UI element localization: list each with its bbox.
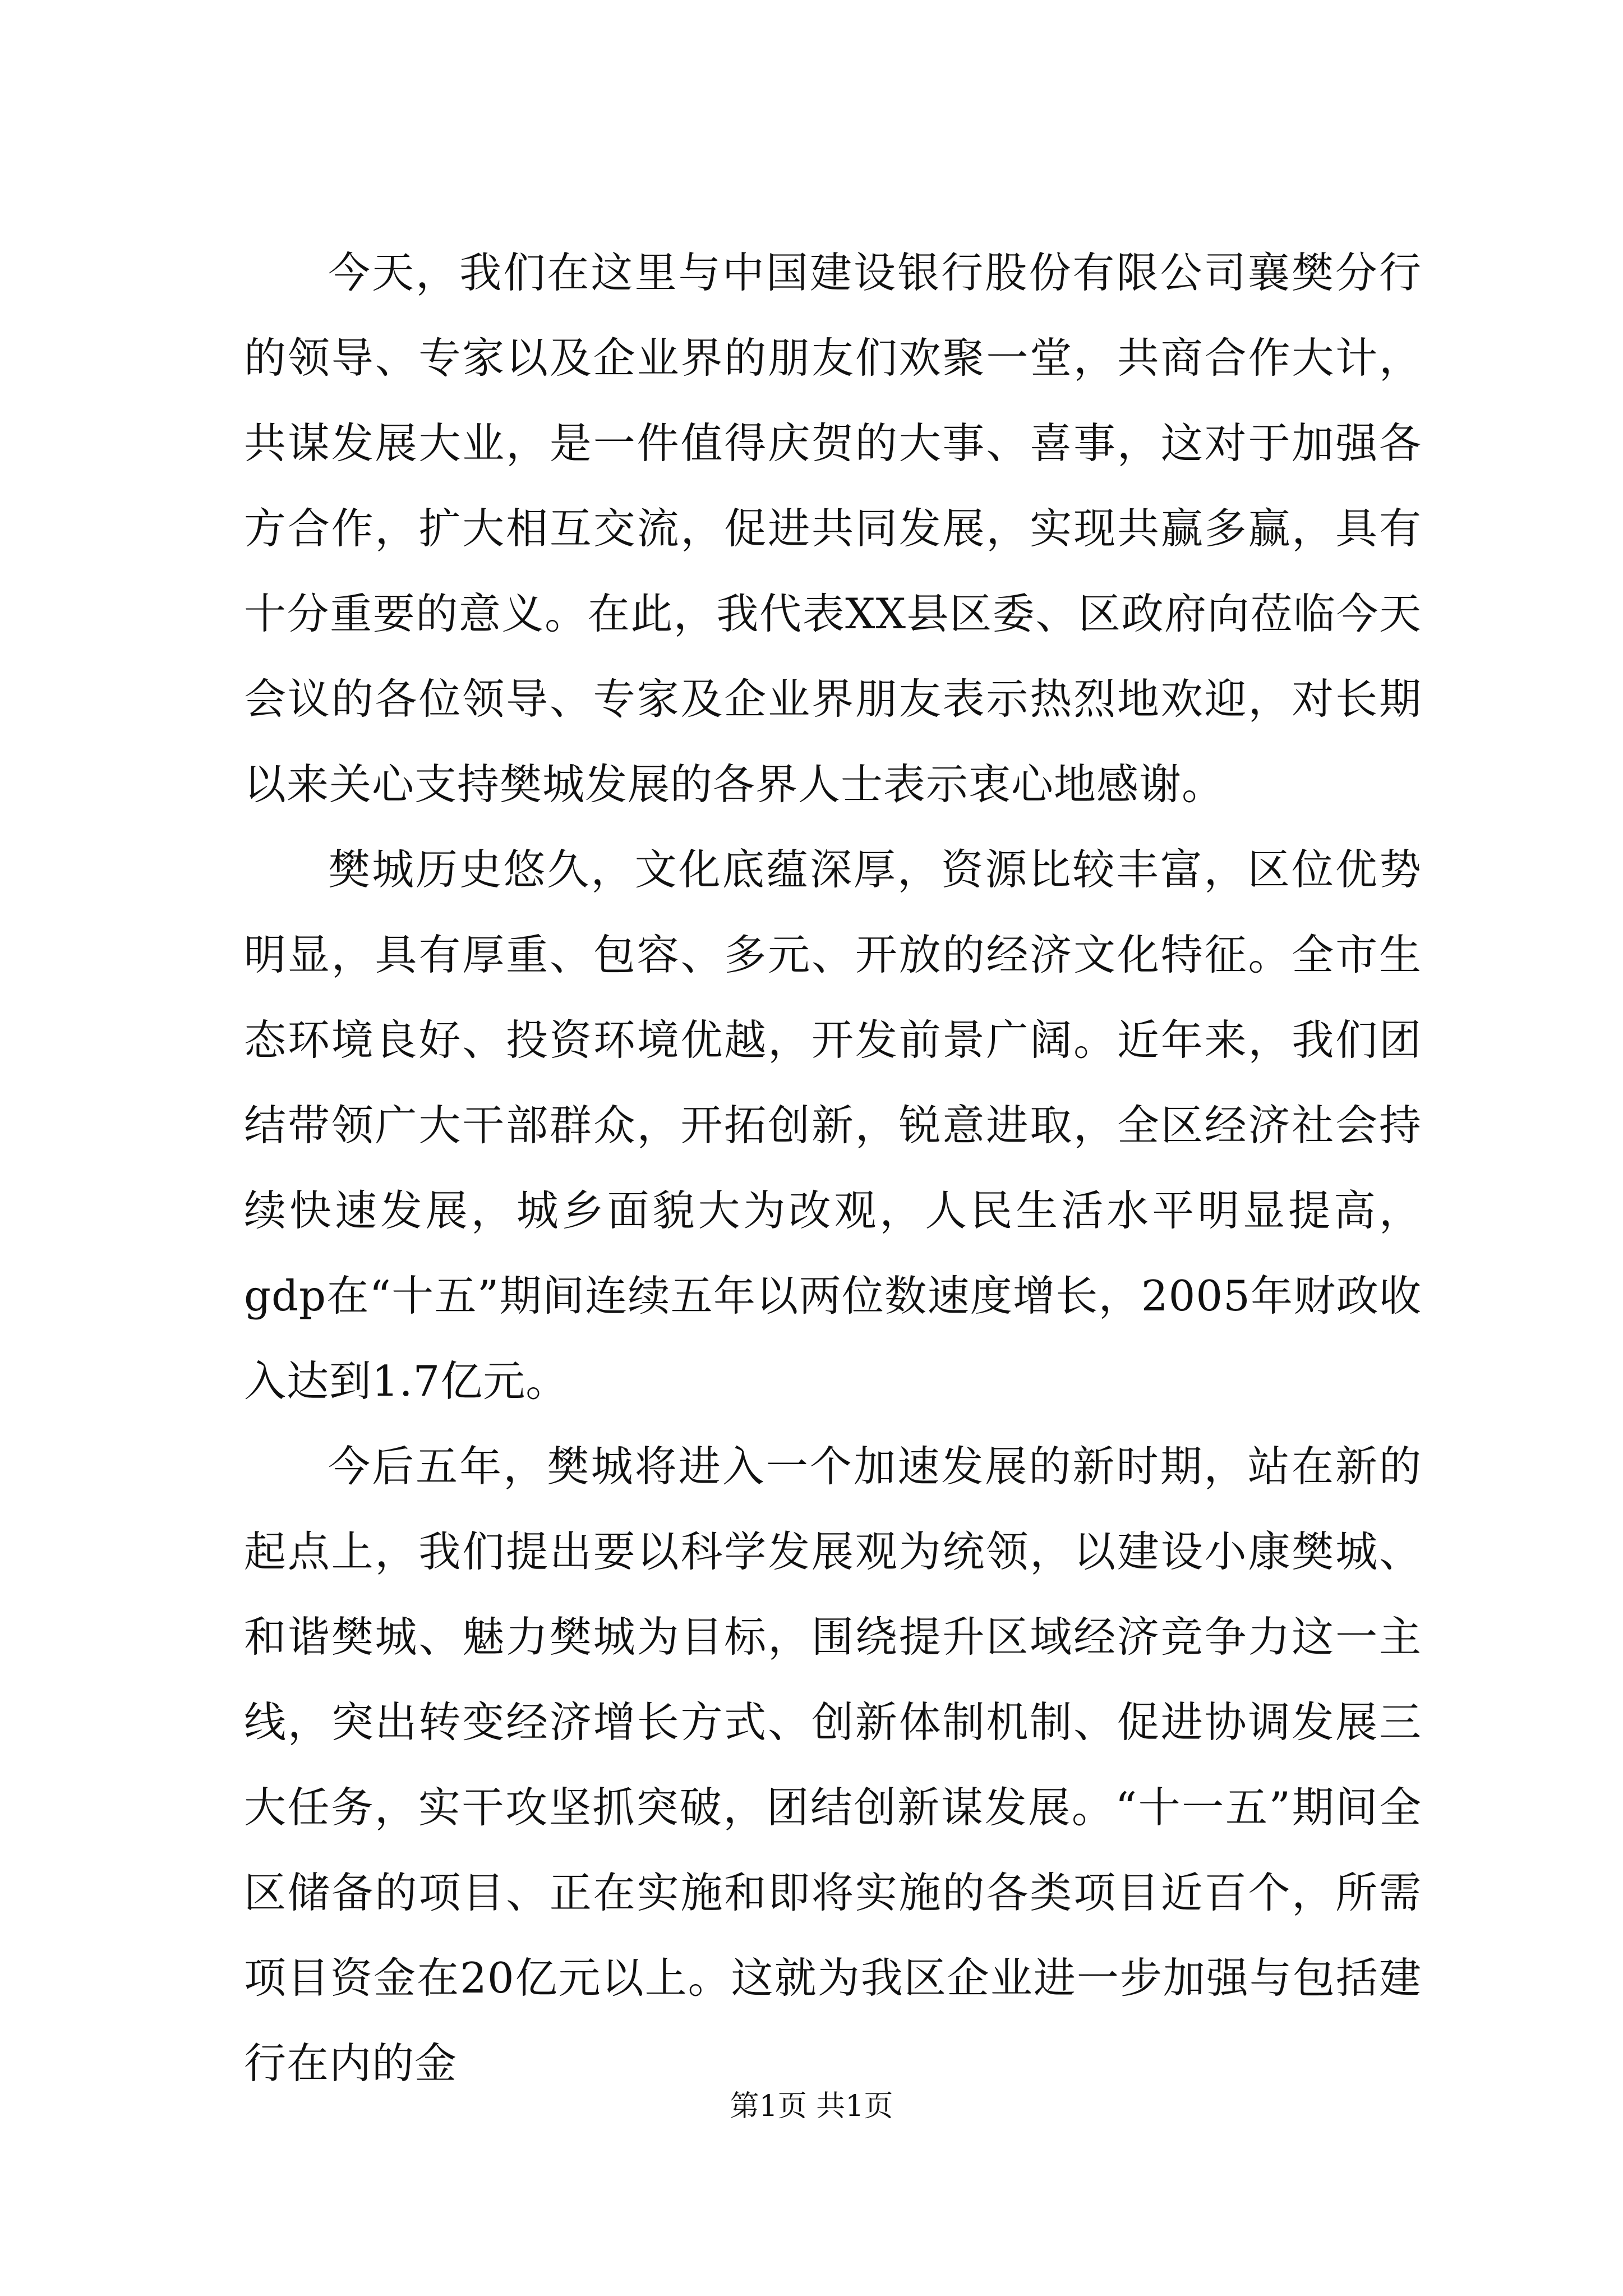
document-body	[244, 230, 1422, 2106]
page-footer: 第1页 共1页	[730, 2090, 893, 2123]
paragraph-1: 今天，我们在这里与中国建设银行股份有限公司襄樊分行的领导、专家以及企业界的朋友们欢聚一堂，共商合作大计，共谋发展大业，是一件值得庆贺的大事、喜事，这对于加强各方合作，扩大相互交流，促进共同发展，实现共赢多赢，具有十分重要的意义。在此，我代表XX县区委、区政府向莅临今天会议的各位领导、专家及企业界朋友表示热烈地欢迎，对长期以来关心支持樊城发展的各界人士表示衷心地感谢。	[244, 248, 1422, 809]
paragraph-2: 樊城历史悠久，文化底蕴深厚，资源比较丰富，区位优势明显，具有厚重、包容、多元、开放的经济文化特征。全市生态环境良好、投资环境优越，开发前景广阔。近年来，我们团结带领广大干部群众，开拓创新，锐意进取，全区经济社会持续快速发展，城乡面貌大为改观，人民生活水平明显提高，gdp在“十五”期间连续五年以两位数速度增长，2005年财政收入达到1.7亿元。	[244, 845, 1422, 1406]
paragraph-3: 今后五年，樊城将进入一个加速发展的新时期，站在新的起点上，我们提出要以科学发展观为统领，以建设小康樊城、和谐樊城、魅力樊城为目标，围绕提升区域经济竞争力这一主线，突出转变经济增长方式、创新体制机制、促进协调发展三大任务，实干攻坚抓突破，团结创新谋发展。“十一五”期间全区储备的项目、正在实施和即将实施的各类项目近百个，所需项目资金在20亿元以上。这就为我区企业进一步加强与包括建行在内的金	[244, 1442, 1422, 2088]
